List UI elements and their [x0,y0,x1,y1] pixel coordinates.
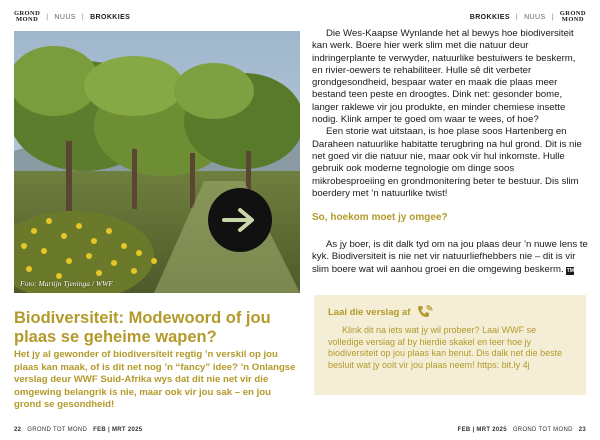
download-callout [314,295,586,395]
footer-issue: FEB | MRT 2025 [457,427,507,433]
callout-heading-row [328,305,572,319]
vineyard-photo [14,31,300,293]
header-section: NUUS [54,13,76,21]
callout-body[interactable]: Klink dit na iets wat jy wil probeer? Laai WWF se volledige verslag af by hierdie skakel en leer hoe jy biodiversiteit op jou plaas kan benut. Dis dalk net die beste besluit wat jy ooit vir jou plaas neem! https: bit.ly 4j [328,325,563,370]
header-separator: | [515,13,519,21]
right-page [300,0,600,440]
arrow-right-button[interactable] [208,188,272,252]
body-paragraph-1: Die Wes-Kaapse Wynlande het al bewys hoe biodiversiteit kan werk. Boere hier werk slim met die natuur deur indringerplante te verwyder, natuurlike bestuiwers te beskerm, en rivier-oewers te rehabiliteer. Hulle sê dit verbeter grondgesondheid, bespaar water en maak die plaas meer bestand teen peste en droogtes. Dink net: gesonder bome, langer raklewe vir jou produkte, en minder chemiese insette nodig. Klink amper te goed om waar te wees, of hoe? [312,28,576,126]
article-intro: Het jy al gewonder of biodiversiteit regtig ’n verskil op jou plaas kan maak, of is dit net nog ’n “fancy” idee? ’n Onlangse verslag deur WWF Suid-Afrika wys dat dit nie net vir die omgewing belangrik is nie, maar ook vir jou sak – en jou grond se gesondheid! [14,349,296,410]
footer-publication: GROND TOT MOND [27,427,88,433]
page-number: 23 [578,427,586,433]
header-separator: | [46,13,49,21]
phone-hand-icon [416,305,434,319]
header-separator: | [81,13,85,21]
arrow-right-icon [222,206,258,234]
subheading: So, hoekom moet jy omgee? [312,212,448,223]
callout-heading: Laai die verslag af [328,306,411,318]
article-title: Biodiversiteit: Modewoord of jou plaas se geheime wapen? [14,309,271,346]
body-paragraph-2: Een storie wat uitstaan, is hoe plase soos Hartenberg en Daraheen natuurlike habitatte terugbring na hul grond. Dit is nie net goed vir die natuur nie, maar ook vir hul inkomste. Hulle gebruik ook moderne tegnologie om dinge soos mikrobesproeiing en grondmonitering beter te bestuur. Dis slim boerdery met ’n natuurlike twist! [312,126,582,199]
publication-logo: GROND MOND [14,10,41,23]
header-section: NUUS [524,13,546,21]
left-page-header [14,10,130,24]
body-paragraph-3: As jy boer, is dit dalk tyd om na jou plaas deur ’n nuwe lens te kyk. Biodiversiteit is nie net vir natuurliefhebbers nie – dit is vir slim boere wat wil aanhou groei en die omgewing beskerm. [312,239,588,275]
footer-issue: FEB | MRT 2025 [93,427,143,433]
header-column: BROKKIES [469,13,510,21]
page-number: 22 [14,427,22,433]
left-page-footer [14,427,142,433]
right-page-footer [458,427,586,433]
photo-caption: Foto: Martijn Tjeninga / WWF [20,279,113,288]
right-page-header [470,10,586,24]
footer-publication: GROND TOT MOND [512,427,573,433]
header-column: BROKKIES [90,13,131,21]
body-paragraph-3-wrap [312,239,588,276]
end-mark-icon: TM [566,267,574,274]
publication-logo: GROND MOND [559,10,586,23]
header-separator: | [551,13,554,21]
vineyard-illustration [14,31,300,293]
body-paragraphs [312,28,588,200]
